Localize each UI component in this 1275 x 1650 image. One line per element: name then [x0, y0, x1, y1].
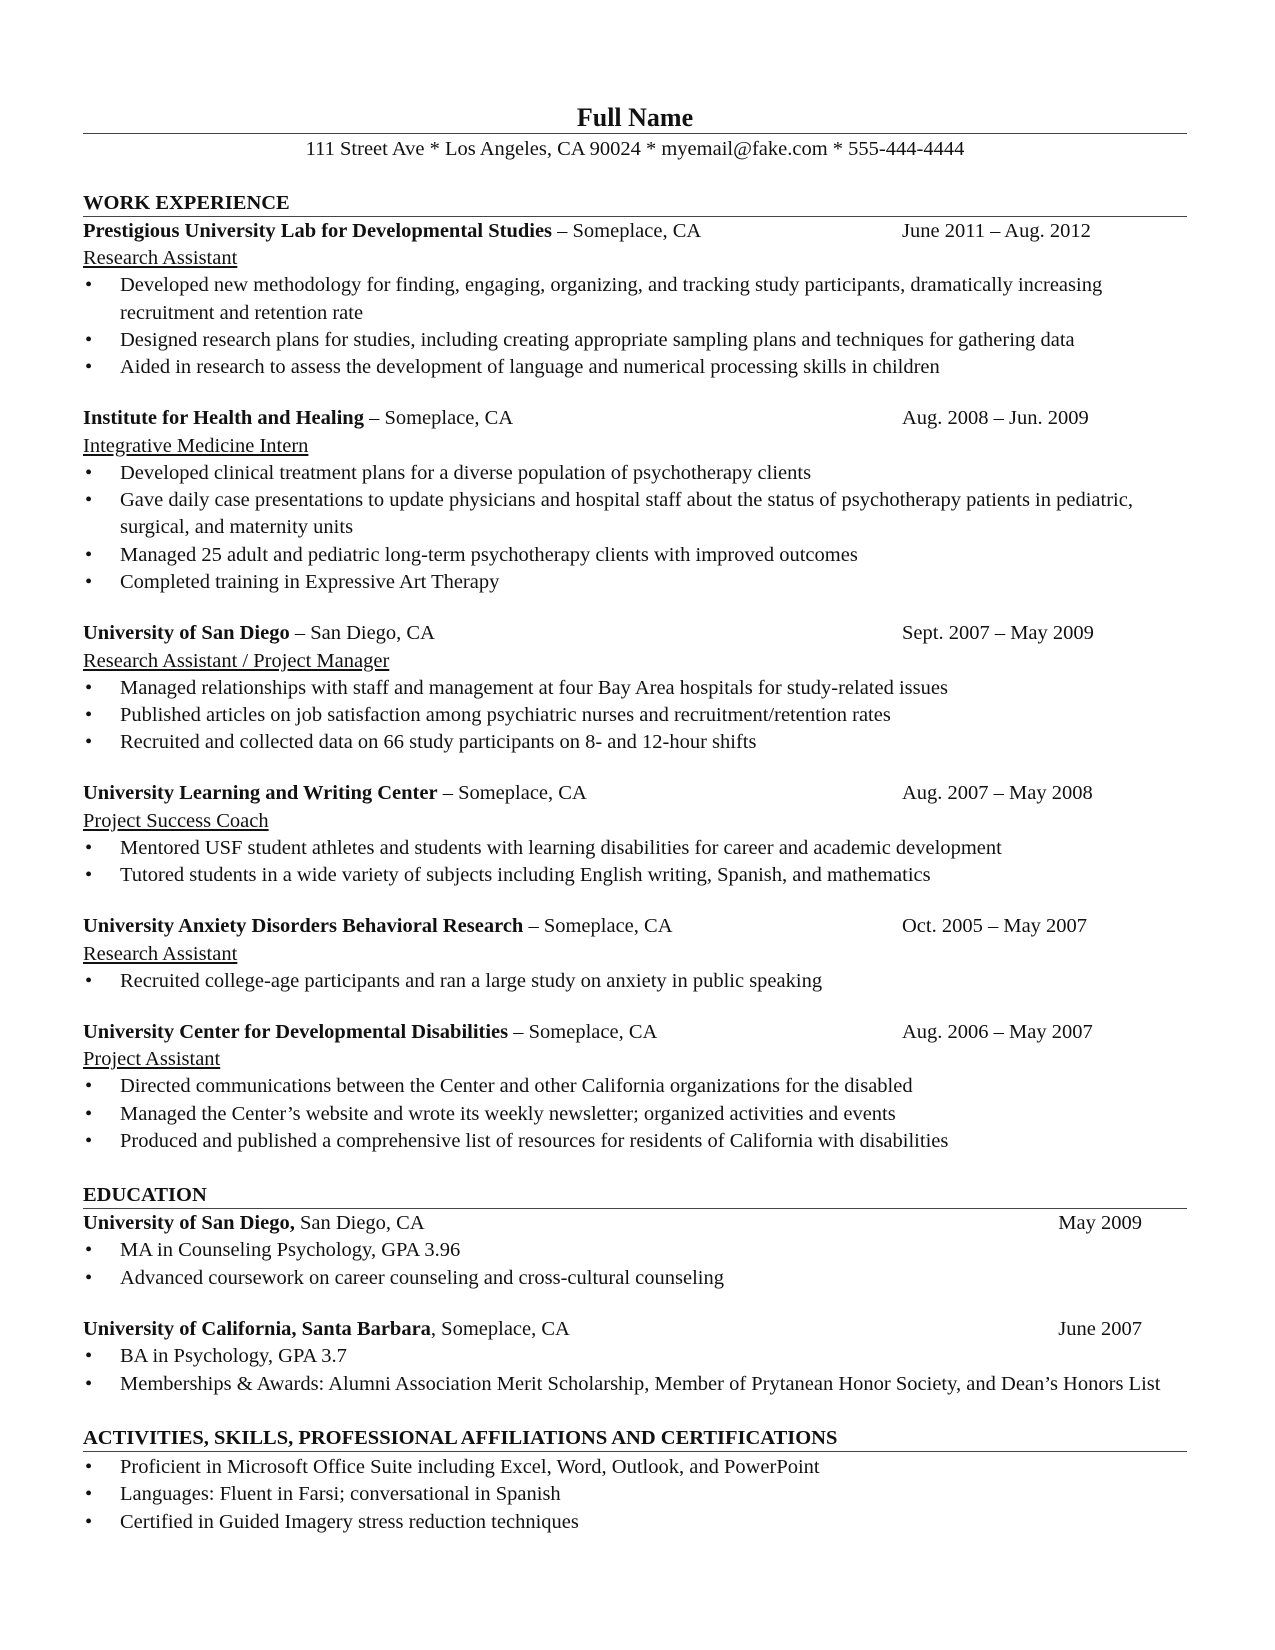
list-item: • Developed clinical treatment plans for a diverse population of psychotherapy clients — [83, 460, 1187, 487]
bullet-list — [83, 272, 1187, 381]
dates: June 2011 – Aug. 2012 — [902, 220, 1091, 242]
list-item: • Aided in research to assess the development of language and numerical processing skills in children — [83, 354, 1187, 381]
role-title: Integrative Medicine Intern — [83, 434, 309, 457]
list-item: • Recruited and collected data on 66 study participants on 8- and 12-hour shifts — [83, 729, 1187, 756]
list-item: • Proficient in Microsoft Office Suite including Excel, Word, Outlook, and PowerPoint — [83, 1454, 1187, 1481]
list-item: • Recruited college-age participants and ran a large study on anxiety in public speaking — [83, 968, 1187, 995]
resume-page — [83, 103, 1187, 1536]
list-item: • Directed communications between the Center and other California organizations for the disabled — [83, 1073, 1187, 1100]
location: – Someplace, CA — [508, 1020, 658, 1043]
list-item: • Developed new methodology for finding, engaging, organizing, and tracking study participants, dramatically increasing recruitment and retention rate — [83, 272, 1187, 327]
entry-header — [83, 780, 1187, 807]
divider — [83, 133, 1187, 134]
bullet-list — [83, 835, 1187, 890]
organization: University Center for Developmental Disabilities — [83, 1020, 509, 1043]
role-title: Project Success Coach — [83, 809, 269, 832]
organization: Prestigious University Lab for Developmental Studies — [83, 220, 553, 242]
entry — [83, 218, 1187, 381]
activities-list — [83, 1454, 1187, 1536]
organization: University Anxiety Disorders Behavioral Research — [83, 915, 524, 938]
list-item: • Managed 25 adult and pediatric long-term psychotherapy clients with improved outcomes — [83, 542, 1187, 569]
divider — [83, 1451, 1187, 1452]
entry — [83, 1019, 1187, 1155]
bullet-list — [83, 460, 1187, 596]
dates: Aug. 2008 – Jun. 2009 — [902, 407, 1089, 430]
divider — [83, 1208, 1187, 1209]
list-item: • Certified in Guided Imagery stress reduction techniques — [83, 1509, 1187, 1536]
organization: University of San Diego — [83, 622, 290, 645]
entry — [83, 913, 1187, 995]
education-entries — [83, 1210, 1187, 1398]
list-item: • Mentored USF student athletes and students with learning disabilities for career and academic development — [83, 835, 1187, 862]
list-item: • Completed training in Expressive Art Therapy — [83, 569, 1187, 596]
role-title: Project Assistant — [83, 1048, 221, 1071]
list-item: • Advanced coursework on career counseling and cross-cultural counseling — [83, 1265, 1187, 1292]
list-item: • Designed research plans for studies, including creating appropriate sampling plans and techniques for gathering data — [83, 327, 1187, 354]
location: – Someplace, CA — [437, 782, 587, 805]
section-title-education: EDUCATION — [83, 1184, 207, 1207]
list-item: • Gave daily case presentations to update physicians and hospital staff about the status of psychotherapy patients in pediatric, surgical, and maternity units — [83, 487, 1187, 542]
entry-header — [83, 218, 1187, 245]
role-title: Research Assistant / Project Manager — [83, 649, 390, 672]
entry-header — [83, 913, 1187, 940]
location: San Diego, CA — [294, 1212, 425, 1235]
entry — [83, 405, 1187, 596]
divider — [83, 216, 1187, 217]
entry-header — [83, 1019, 1187, 1046]
full-name: Full Name — [576, 103, 694, 132]
contact-info: 111 Street Ave * Los Angeles, CA 90024 * myemail@fake.com * 555-444-4444 — [305, 138, 965, 160]
entry — [83, 780, 1187, 889]
list-item: • BA in Psychology, GPA 3.7 — [83, 1343, 1187, 1370]
location: – Someplace, CA — [552, 220, 702, 242]
list-item: • Languages: Fluent in Farsi; conversational in Spanish — [83, 1481, 1187, 1508]
bullet-list — [83, 1073, 1187, 1155]
list-item: • Managed relationships with staff and management at four Bay Area hospitals for study-related issues — [83, 675, 1187, 702]
dates: Aug. 2006 – May 2007 — [902, 1020, 1093, 1043]
list-item: • MA in Counseling Psychology, GPA 3.96 — [83, 1237, 1187, 1264]
entry-header — [83, 620, 1187, 647]
work-entries — [83, 218, 1187, 1155]
organization: Institute for Health and Healing — [83, 407, 364, 430]
section-title-work: WORK EXPERIENCE — [83, 192, 290, 214]
organization: University of San Diego, — [83, 1212, 295, 1235]
location: – Someplace, CA — [523, 915, 673, 938]
entry — [83, 620, 1187, 756]
list-item: • Produced and published a comprehensive list of resources for residents of California with disabilities — [83, 1128, 1187, 1155]
list-item: • Memberships & Awards: Alumni Association Merit Scholarship, Member of Prytanean Honor Society, and Dean’s Honors List — [83, 1371, 1187, 1398]
bullet-list — [83, 968, 1187, 995]
entry-header — [83, 1316, 1187, 1343]
dates: Sept. 2007 – May 2009 — [902, 622, 1094, 645]
role-title: Research Assistant — [83, 942, 238, 965]
entry-header — [83, 405, 1187, 432]
entry — [83, 1316, 1187, 1398]
dates: Oct. 2005 – May 2007 — [902, 915, 1088, 938]
bullet-list — [83, 675, 1187, 757]
entry — [83, 1210, 1187, 1292]
dates: Aug. 2007 – May 2008 — [902, 782, 1093, 805]
list-item: • Tutored students in a wide variety of subjects including English writing, Spanish, and mathematics — [83, 862, 1187, 889]
location: – San Diego, CA — [289, 622, 435, 645]
organization: University Learning and Writing Center — [83, 782, 438, 805]
bullet-list — [83, 1343, 1187, 1398]
entry-header — [83, 1210, 1187, 1237]
dates: May 2009 — [1058, 1212, 1142, 1235]
entry-title — [83, 1210, 1187, 1237]
list-item: • Managed the Center’s website and wrote its weekly newsletter; organized activities and events — [83, 1101, 1187, 1128]
location: – Someplace, CA — [363, 407, 514, 430]
entry-title — [83, 1316, 1187, 1343]
role-title: Research Assistant — [83, 247, 238, 270]
list-item: • Published articles on job satisfaction among psychiatric nurses and recruitment/retention rates — [83, 702, 1187, 729]
organization: University of California, Santa Barbara — [83, 1318, 431, 1341]
section-title-activities: ACTIVITIES, SKILLS, PROFESSIONAL AFFILIATIONS AND CERTIFICATIONS — [83, 1426, 838, 1449]
dates: June 2007 — [1058, 1318, 1142, 1341]
location: , Someplace, CA — [430, 1318, 570, 1341]
bullet-list — [83, 1237, 1187, 1292]
